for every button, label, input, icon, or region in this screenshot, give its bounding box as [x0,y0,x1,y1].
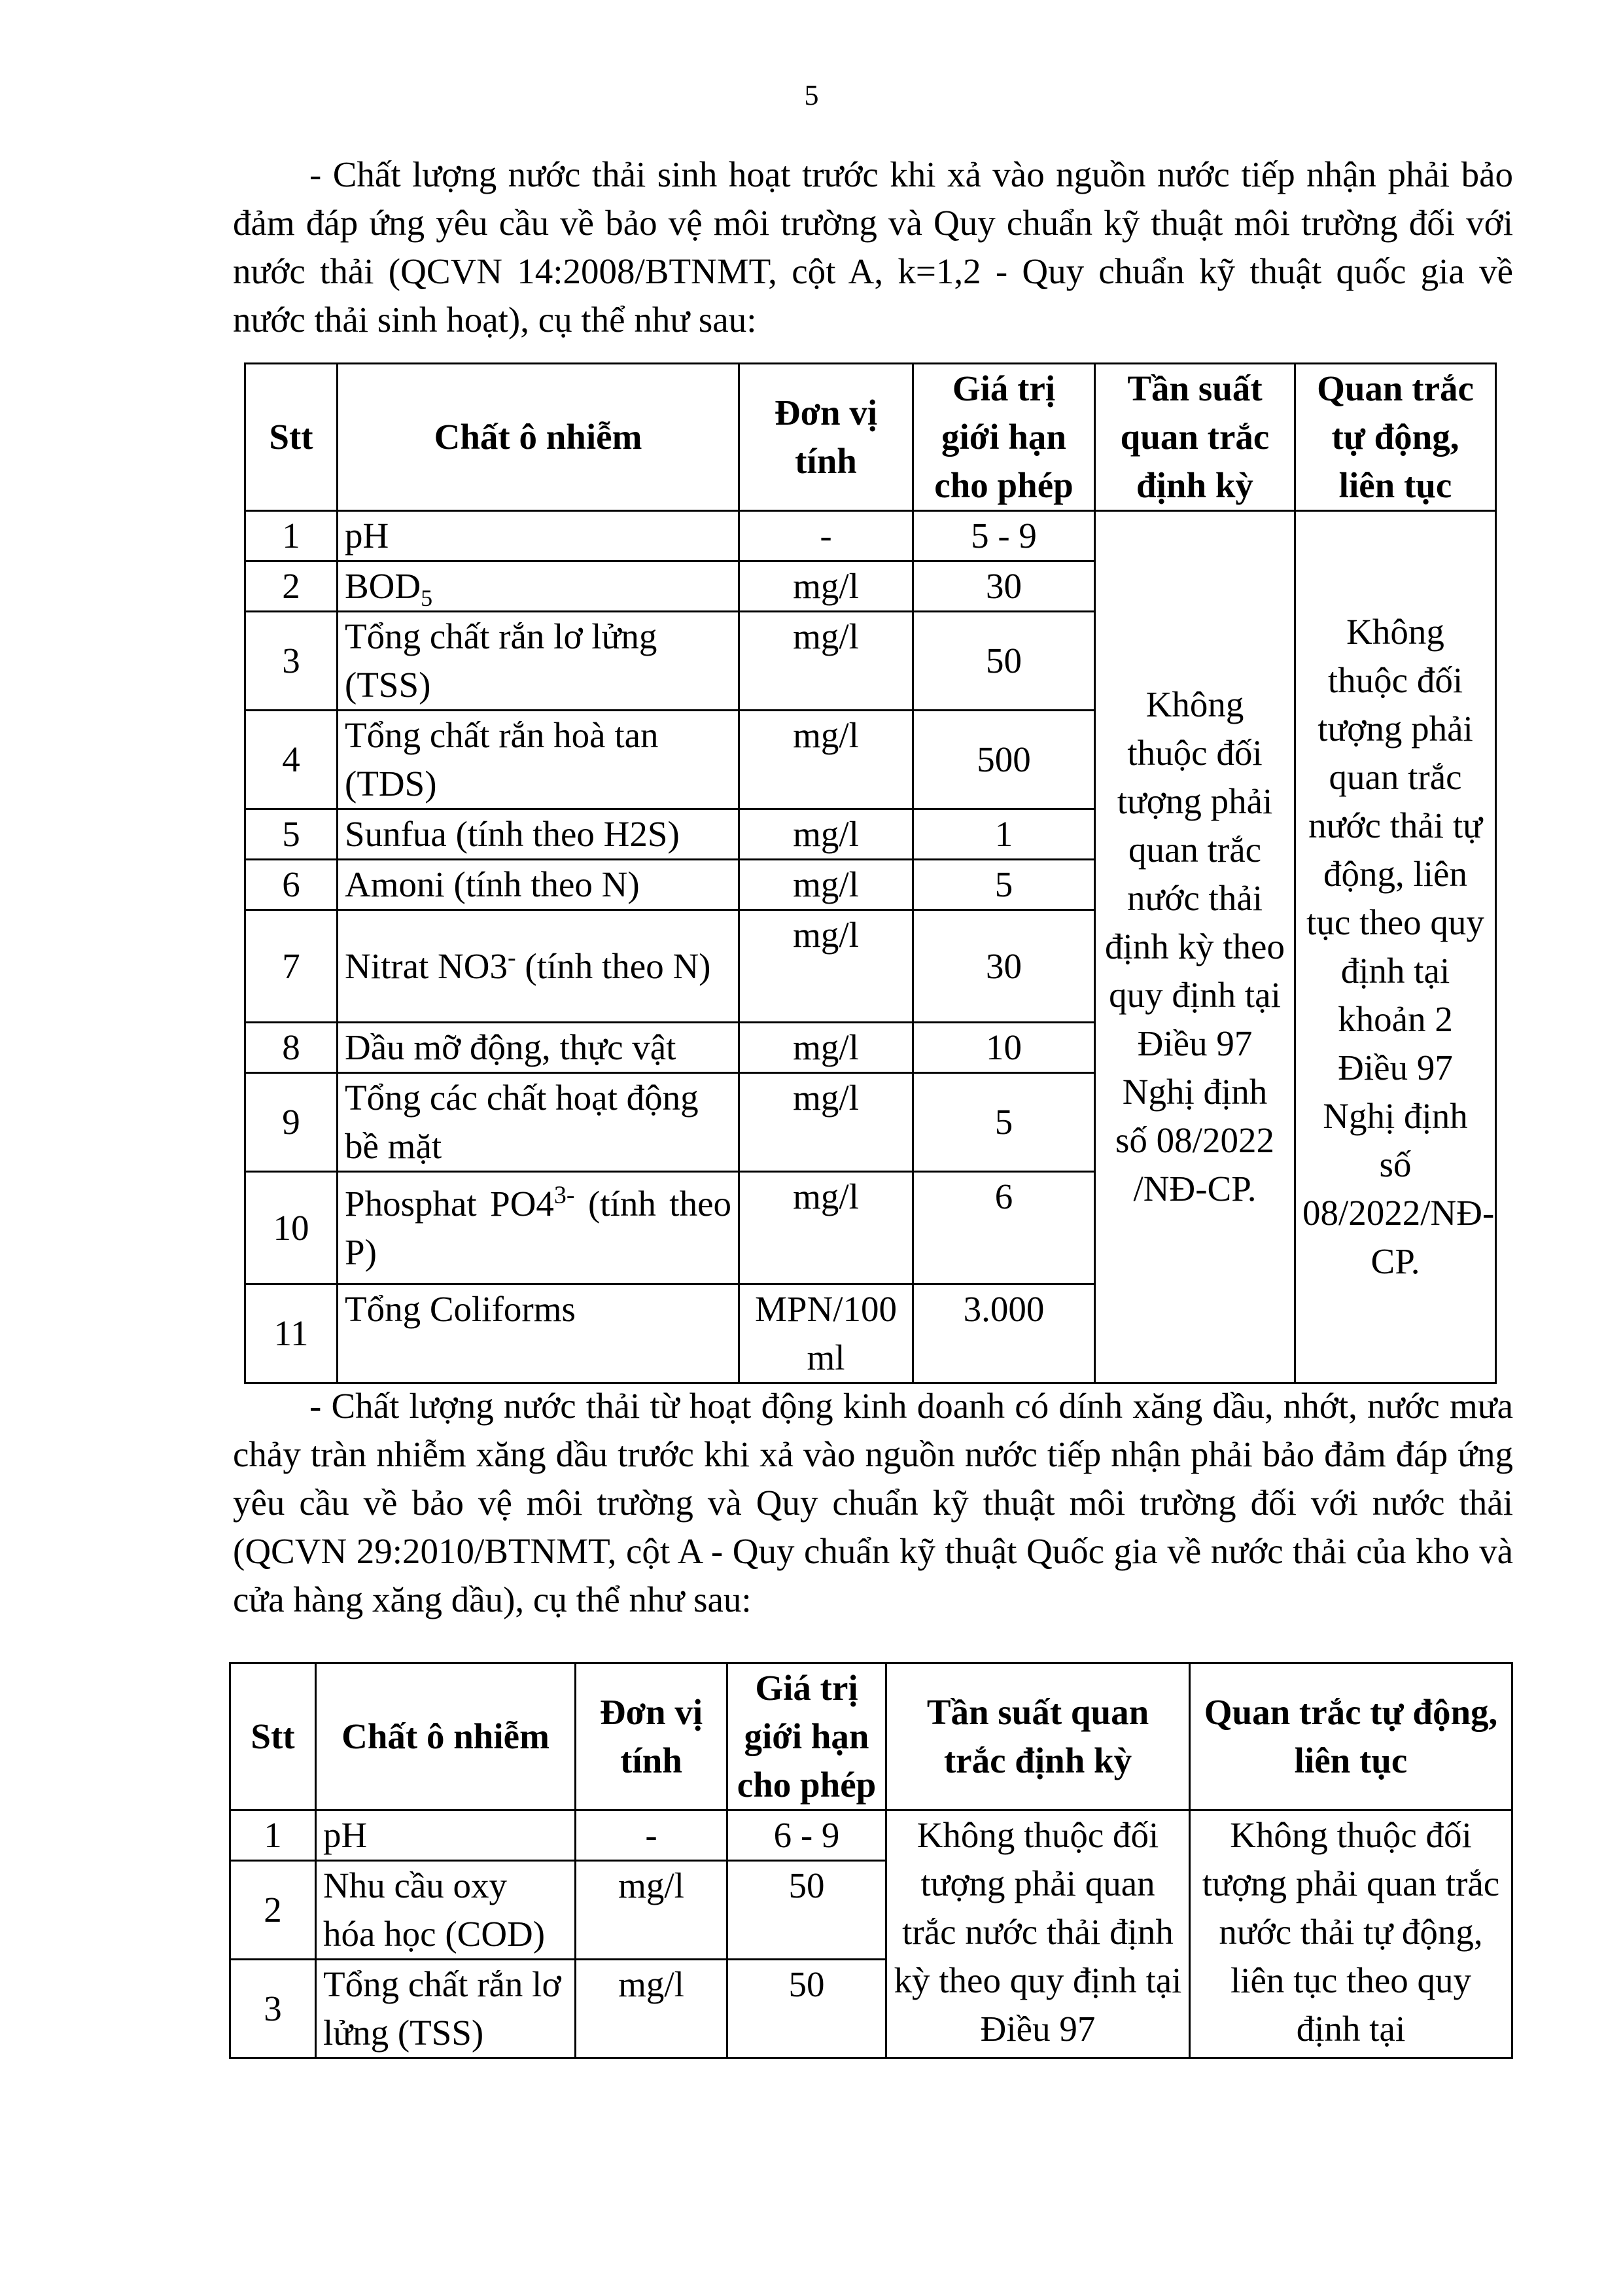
row-pollutant [338,561,739,612]
row-unit: mg/l [739,1172,913,1284]
row-stt: 1 [230,1810,316,1861]
row-pollutant: Tổng chất rắn hoà tan (TDS) [338,711,739,809]
row-stt: 10 [245,1172,338,1284]
row-unit: - [739,511,913,561]
row-pollutant [338,910,739,1023]
row-limit: 5 [913,1073,1095,1172]
periodic-monitoring-note: Không thuộc đối tượng phải quan trắc nước thải định kỳ theo quy định tại Điều 97 Nghị định số 08/2022 /NĐ-CP. [1095,511,1295,1383]
row-unit: mg/l [739,809,913,860]
row-stt: 2 [230,1861,316,1960]
row-stt: 7 [245,910,338,1023]
row-stt: 1 [245,511,338,561]
header-unit: Đơn vị tính [739,364,913,511]
header-continuous-monitoring: Quan trắc tự động, liên tục [1295,364,1496,511]
periodic-monitoring-note: Không thuộc đối tượng phải quan trắc nước thải định kỳ theo quy định tại Điều 97 [886,1810,1190,2058]
row-limit: 6 [913,1172,1095,1284]
header-limit: Giá trị giới hạn cho phép [913,364,1095,511]
row-pollutant: Tổng chất rắn lơ lửng (TSS) [338,612,739,711]
row-limit: 30 [913,561,1095,612]
row-limit: 6 - 9 [727,1810,886,1861]
table-header-row [230,1663,1512,1810]
row-stt: 6 [245,860,338,910]
pollutant-text: (tính theo P) [345,1183,731,1272]
row-pollutant: Sunfua (tính theo H2S) [338,809,739,860]
pollutant-text: (tính theo N) [515,945,711,986]
row-pollutant: Nhu cầu oxy hóa học (COD) [316,1861,576,1960]
row-stt: 11 [245,1284,338,1383]
row-unit: MPN/100ml [739,1284,913,1383]
header-periodic-monitoring: Tần suất quan trắc định kỳ [886,1663,1190,1810]
row-stt: 3 [230,1960,316,2058]
header-unit: Đơn vị tính [576,1663,727,1810]
row-unit: mg/l [739,1023,913,1073]
row-unit: - [576,1810,727,1861]
header-pollutant: Chất ô nhiễm [316,1663,576,1810]
row-unit: mg/l [739,711,913,809]
paragraph-domestic-wastewater: - Chất lượng nước thải sinh hoạt trước khi xả vào nguồn nước tiếp nhận phải bảo đảm đáp ứng yêu cầu về bảo vệ môi trường và Quy chuẩn kỹ thuật môi trường đối với nước thải (QCVN 14:2008/BTNMT, cột A, k=1,2 - Quy chuẩn kỹ thuật quốc gia về nước thải sinh hoạt), cụ thể như sau: [233,154,1513,340]
row-stt: 9 [245,1073,338,1172]
row-pollutant: Dầu mỡ động, thực vật [338,1023,739,1073]
row-pollutant: pH [338,511,739,561]
header-limit: Giá trị giới hạn cho phép [727,1663,886,1810]
page-number: 5 [804,79,819,111]
row-limit: 500 [913,711,1095,809]
row-pollutant: Tổng các chất hoạt động bề mặt [338,1073,739,1172]
row-limit: 30 [913,910,1095,1023]
row-limit: 5 [913,860,1095,910]
row-pollutant: pH [316,1810,576,1861]
header-pollutant: Chất ô nhiễm [338,364,739,511]
row-unit: mg/l [739,612,913,711]
domestic-wastewater-table [244,362,1497,1384]
row-pollutant: Amoni (tính theo N) [338,860,739,910]
row-limit: 50 [727,1861,886,1960]
paragraph-petroleum-wastewater: - Chất lượng nước thải từ hoạt động kinh doanh có dính xăng dầu, nhớt, nước mưa chảy tràn nhiễm xăng dầu trước khi xả vào nguồn nước tiếp nhận phải bảo đảm đáp ứng yêu cầu về bảo vệ môi trường và Quy chuẩn kỹ thuật môi trường đối với nước thải (QCVN 29:2010/BTNMT, cột A - Quy chuẩn kỹ thuật Quốc gia về nước thải của kho và cửa hàng xăng dầu), cụ thể như sau: [233,1386,1513,1619]
table-row [245,511,1496,561]
row-stt: 4 [245,711,338,809]
pollutant-subscript: 5 [421,585,433,611]
row-stt: 3 [245,612,338,711]
row-pollutant [338,1172,739,1284]
header-periodic-monitoring: Tần suất quan trắc định kỳ [1095,364,1295,511]
continuous-monitoring-note: Không thuộc đối tượng phải quan trắc nước thải tự động, liên tục theo quy định tại khoản 2 Điều 97 Nghị định số 08/2022/NĐ-CP. [1295,511,1496,1383]
header-stt: Stt [245,364,338,511]
petroleum-wastewater-table [229,1662,1513,2059]
row-limit: 5 - 9 [913,511,1095,561]
row-limit: 10 [913,1023,1095,1073]
row-unit: mg/l [576,1861,727,1960]
row-pollutant: Tổng chất rắn lơ lửng (TSS) [316,1960,576,2058]
pollutant-superscript: 3- [553,1181,575,1209]
row-unit: mg/l [739,561,913,612]
pollutant-text: BOD [345,566,421,606]
row-unit: mg/l [739,910,913,1023]
table-row [230,1810,1512,1861]
row-unit: mg/l [576,1960,727,2058]
row-stt: 8 [245,1023,338,1073]
header-continuous-monitoring: Quan trắc tự động, liên tục [1190,1663,1512,1810]
row-stt: 5 [245,809,338,860]
row-limit: 50 [913,612,1095,711]
row-unit: mg/l [739,1073,913,1172]
pollutant-superscript: - [507,944,516,972]
header-stt: Stt [230,1663,316,1810]
table-header-row [245,364,1496,511]
pollutant-text: Nitrat NO3 [345,945,508,986]
row-limit: 1 [913,809,1095,860]
row-unit: mg/l [739,860,913,910]
pollutant-text: Phosphat PO4 [345,1183,554,1224]
continuous-monitoring-note: Không thuộc đối tượng phải quan trắc nước thải tự động, liên tục theo quy định tại [1190,1810,1512,2058]
row-stt: 2 [245,561,338,612]
row-limit: 3.000 [913,1284,1095,1383]
row-pollutant: Tổng Coliforms [338,1284,739,1383]
row-limit: 50 [727,1960,886,2058]
